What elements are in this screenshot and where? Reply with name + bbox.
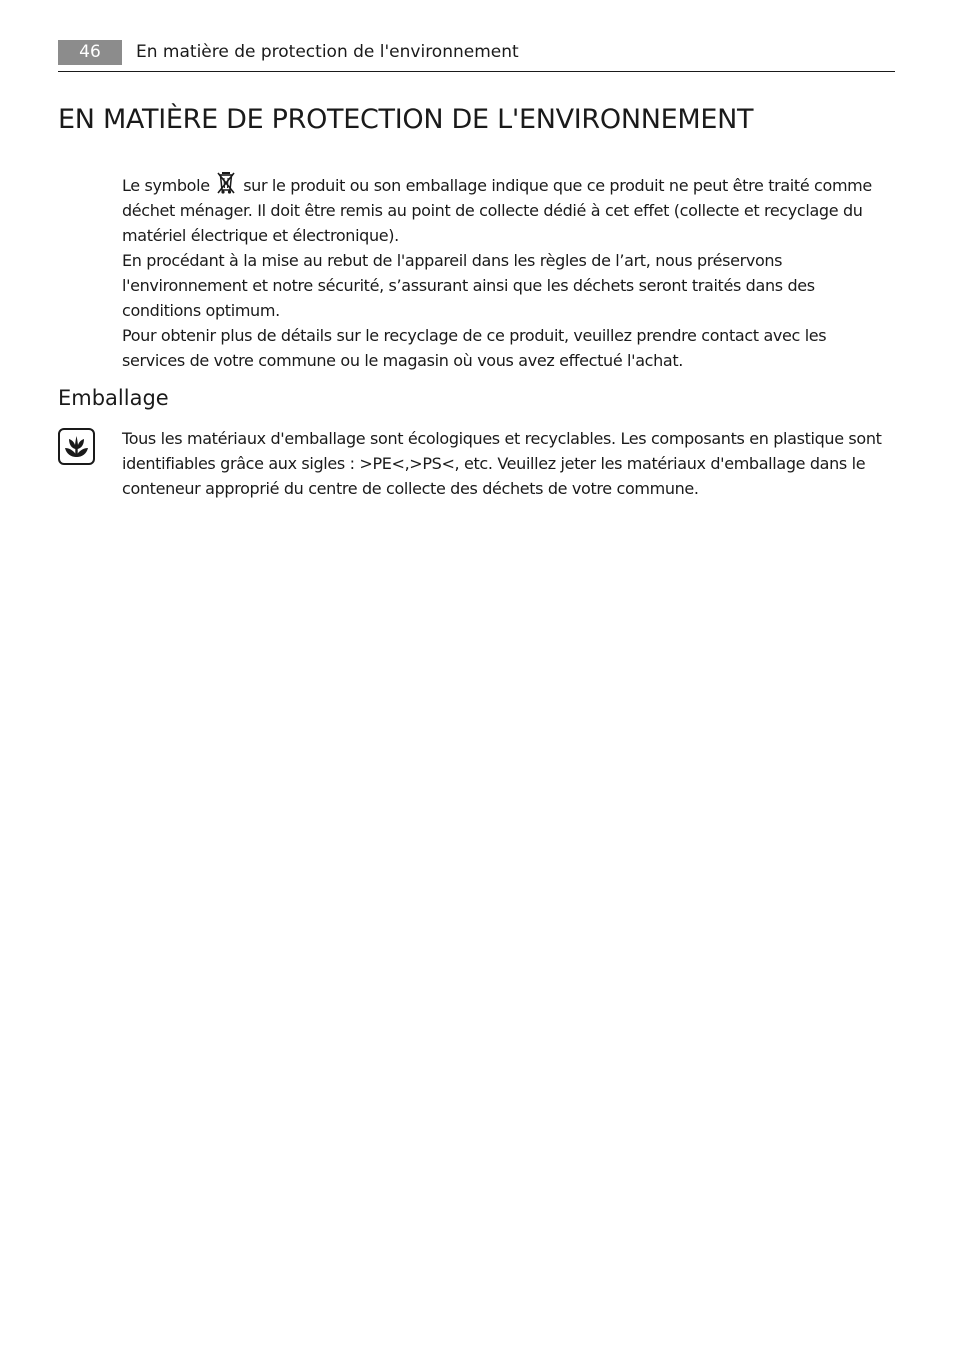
environment-leaf-icon (58, 428, 95, 465)
intro-paragraph-1 (122, 171, 892, 248)
packaging-section (122, 426, 892, 501)
page-title: EN MATIÈRE DE PROTECTION DE L'ENVIRONNEMENT (58, 104, 754, 135)
running-title: En matière de protection de l'environnement (136, 42, 519, 62)
symbol-prefix: Le symbole (122, 176, 210, 195)
intro-paragraph-3: Pour obtenir plus de détails sur le recyclage de ce produit, veuillez prendre contact avec les services de votre commune ou le magasin où vous avez effectué l'achat. (122, 326, 827, 370)
packaging-heading: Emballage (58, 386, 169, 410)
page-number: 46 (58, 40, 122, 65)
intro-paragraph-2: En procédant à la mise au rebut de l'appareil dans les règles de l’art, nous préservons l'environnement et notre sécurité, s’assurant ainsi que les déchets seront traités dans des conditions optimum. (122, 251, 815, 320)
intro-section (122, 171, 892, 373)
page-header (58, 40, 895, 72)
packaging-paragraph: Tous les matériaux d'emballage sont écologiques et recyclables. Les composants en plastique sont identifiables grâce aux sigles : >PE<,>PS<, etc. Veuillez jeter les matériaux d'emballage dans le conteneur approprié du centre de collecte des déchets de votre commune. (122, 429, 882, 498)
crossed-out-bin-icon (216, 171, 236, 195)
symbol-suffix: sur le produit ou son emballage indique que ce produit ne peut être traité comme déchet ménager. Il doit être remis au point de collecte dédié à cet effet (collecte et recyclage du matériel électrique et électronique). (122, 176, 872, 245)
